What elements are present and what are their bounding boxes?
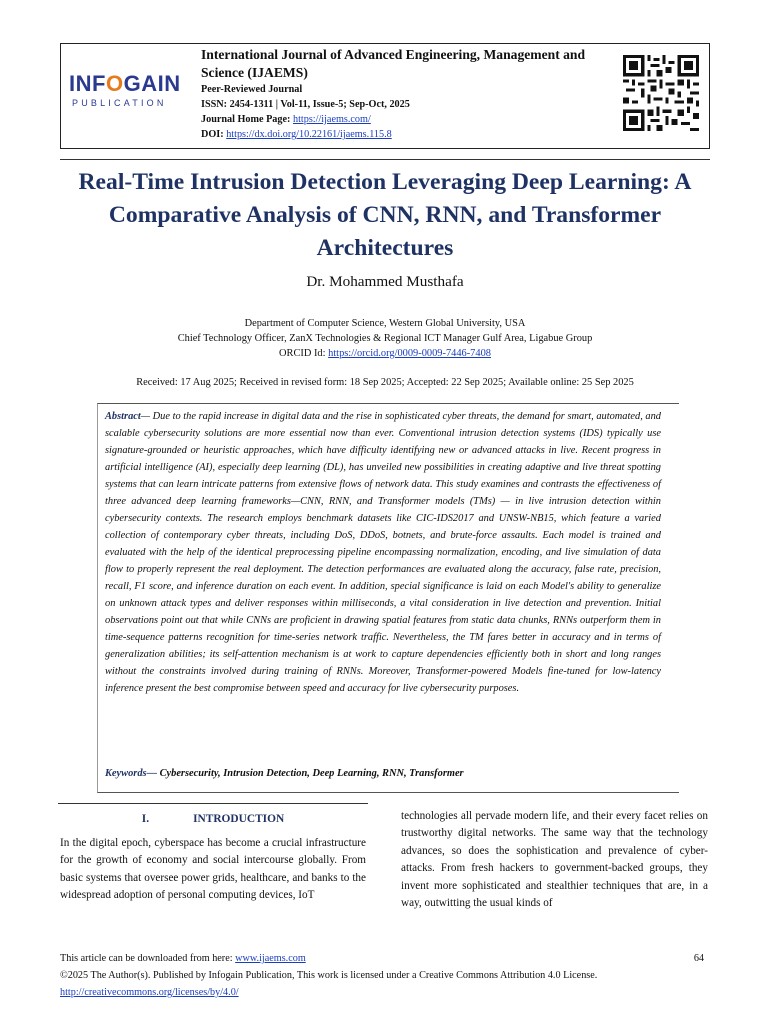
page-footer bbox=[60, 950, 710, 1001]
qr-code-icon bbox=[623, 55, 699, 131]
paper-title: Real-Time Intrusion Detection Leveraging Deep Learning: A Comparative Analysis of CNN, RNN, and Transformer Architectures bbox=[78, 169, 692, 261]
affiliation-1: Department of Computer Science, Western Global University, USA bbox=[244, 318, 526, 329]
infogain-logo bbox=[69, 72, 189, 124]
section-divider bbox=[58, 803, 368, 804]
logo-wordmark: INFOGAIN bbox=[69, 71, 181, 96]
keywords-label: Keywords bbox=[105, 768, 147, 779]
section-heading bbox=[58, 813, 368, 825]
intro-paragraph-right: technologies all pervade modern life, and their every facet relies on trustworthy digital networks. The same way that the technology advances, so does the sophistication and prevalence of cyber-attacks. From fresh hackers to government-backed groups, they invent more sophisticated and stealthier techniques that are, in a way, outwitting the usual kinds of bbox=[401, 810, 708, 910]
journal-name: International Journal of Advanced Engineering, Management and Science (IJAEMS) bbox=[201, 47, 586, 80]
homepage-line: Journal Home Page: https://ijaems.com/ bbox=[201, 114, 371, 125]
abstract-label: Abstract bbox=[105, 411, 141, 422]
abstract-text: Due to the rapid increase in digital data and the rise in sophisticated cyber threats, the demand for smart, automated, and scalable cybersecurity solutions are more essential now than ever. Conventional intrusion detection systems (IDS) typically use signature-grounded or heuristic approaches, which have difficulty identifying new or advanced attacks in live. Recent progress in artificial intelligence (AI), especially deep learning (DL), has unveiled new possibilities in creating adaptive and live threat spotting systems that can learn intricate patterns from extensive flows of network data. This study examines and contrasts the effectiveness of three advanced deep learning frameworks—CNN, RNN, and Transformer models (TMs) — in live intrusion detection within cybersecurity contexts. The research employs benchmark datasets like CIC-IDS2017 and UNSW-NB15, which feature a varied collection of contemporary cyber threats, including DoS, DDoS, botnets, and brute-force assaults. Each model is trained and evaluated with the help of the identical preprocessing pipeline encompassing normalization, encoding, and live simulation of data flow to properly represent the real deployment. The detection performances are evaluated along the accuracy, false rate, precision, recall, F1 score, and inference duration on each event. In addition, special significance is laid on each Model's ability to generalize on unknown attack types and deliver responses within milliseconds, a vital consideration in live detection and prevention. Initial observations point out that while CNNs are proficient in drawing spatial features from static data chunks, RNNs outperform them in time-sequence patterns recognition for time-series network traffic. Nevertheless, the TM fares better in accuracy and in terms of generalization abilities; its self-attention mechanism is at work to capture dependencies efficiently both in short and long ranges without the constraints involved during training of RNNs. Moreover, Transformer-powered Models fine-tuned for low-latency inference present the best compromise between speed and accuracy for live cybersecurity purposes. bbox=[105, 411, 661, 695]
page-number: 64 bbox=[693, 953, 704, 964]
license-line: ©2025 The Author(s). Published by Infogain Publication, This work is licensed under a Creative Commons Attribution 4.0 License. http://creativecommons.org/licenses/by/4.0/ bbox=[60, 970, 598, 998]
peer-reviewed-label: Peer-Reviewed Journal bbox=[201, 84, 303, 95]
orcid-link[interactable]: https://orcid.org/0009-0009-7446-7408 bbox=[328, 348, 491, 359]
affiliation-2: Chief Technology Officer, ZanX Technologies & Regional ICT Manager Gulf Area, Ligabue Group bbox=[177, 333, 593, 344]
download-line: This article can be downloaded from here: www.ijaems.com bbox=[60, 953, 306, 964]
section-number: I. bbox=[141, 813, 150, 825]
doi-line: DOI: https://dx.doi.org/10.22161/ijaems.115.8 bbox=[201, 129, 392, 140]
homepage-link[interactable]: https://ijaems.com/ bbox=[292, 114, 371, 125]
affiliations bbox=[60, 316, 710, 361]
keywords: Keywords— Cybersecurity, Intrusion Detection, Deep Learning, RNN, Transformer bbox=[105, 768, 464, 779]
license-link[interactable]: http://creativecommons.org/licenses/by/4.0/ bbox=[60, 987, 239, 998]
issn-line: ISSN: 2454-1311 | Vol-11, Issue-5; Sep-Oct, 2025 bbox=[201, 99, 410, 110]
orcid-line: ORCID Id: https://orcid.org/0009-0009-7446-7408 bbox=[279, 348, 491, 359]
section-title: INTRODUCTION bbox=[193, 813, 285, 825]
logo-subtitle: PUBLICATION bbox=[72, 98, 167, 108]
journal-header bbox=[60, 43, 710, 149]
abstract: Abstract— Due to the rapid increase in digital data and the rise in sophisticated cyber threats, the demand for smart, automated, and scalable cybersecurity solutions are more essential now than ever. Conventional intrusion detection systems (IDS) typically use signature-grounded or heuristic approaches, which have difficulty identifying new or advanced attacks in live. Recent progress in artificial intelligence (AI), especially deep learning (DL), has unveiled new possibilities in creating adaptive and live threat spotting systems that can learn intricate patterns from extensive flows of network data. This study examines and contrasts the effectiveness of three advanced deep learning frameworks—CNN, RNN, and Transformer models (TMs) — in live intrusion detection within cybersecurity contexts. The research employs benchmark datasets like CIC-IDS2017 and UNSW-NB15, which feature a varied collection of contemporary cyber threats, including DoS, DDoS, botnets, and brute-force assaults. Each model is trained and evaluated with the help of the identical preprocessing pipeline encompassing normalization, encoding, and live simulation of data flow to properly represent the real deployment. The detection performances are evaluated along the accuracy, false rate, precision, recall, F1 score, and inference duration on each event. In addition, special significance is laid on each Model's ability to generalize on unknown attack types and deliver responses within milliseconds, a vital consideration in live detection and prevention. Initial observations point out that while CNNs are proficient in drawing spatial features from static data chunks, RNNs outperform them in time-sequence patterns recognition for time-series network traffic. Nevertheless, the TM fares better in accuracy and in terms of generalization abilities; its self-attention mechanism is at work to capture dependencies efficiently both in short and long ranges without the constraints involved during training of RNNs. Moreover, Transformer-powered Models fine-tuned for low-latency inference present the best compromise between speed and accuracy for live cybersecurity purposes. bbox=[105, 411, 661, 695]
header-divider bbox=[60, 159, 710, 160]
doi-link[interactable]: https://dx.doi.org/10.22161/ijaems.115.8 bbox=[226, 129, 392, 140]
intro-paragraph-left: In the digital epoch, cyberspace has become a crucial infrastructure for the growth of economy and social intercourse globally. From basic systems that oversee power grids, healthcare, and banks to the widespread adoption of personal computing devices, IoT bbox=[60, 837, 366, 902]
author-name: Dr. Mohammed Musthafa bbox=[306, 273, 464, 290]
publication-dates: Received: 17 Aug 2025; Received in revised form: 18 Sep 2025; Accepted: 22 Sep 2025; Available online: 25 Sep 2025 bbox=[136, 377, 634, 388]
download-link[interactable]: www.ijaems.com bbox=[235, 953, 306, 964]
keywords-text: Cybersecurity, Intrusion Detection, Deep Learning, RNN, Transformer bbox=[159, 768, 464, 779]
journal-info bbox=[201, 46, 621, 142]
